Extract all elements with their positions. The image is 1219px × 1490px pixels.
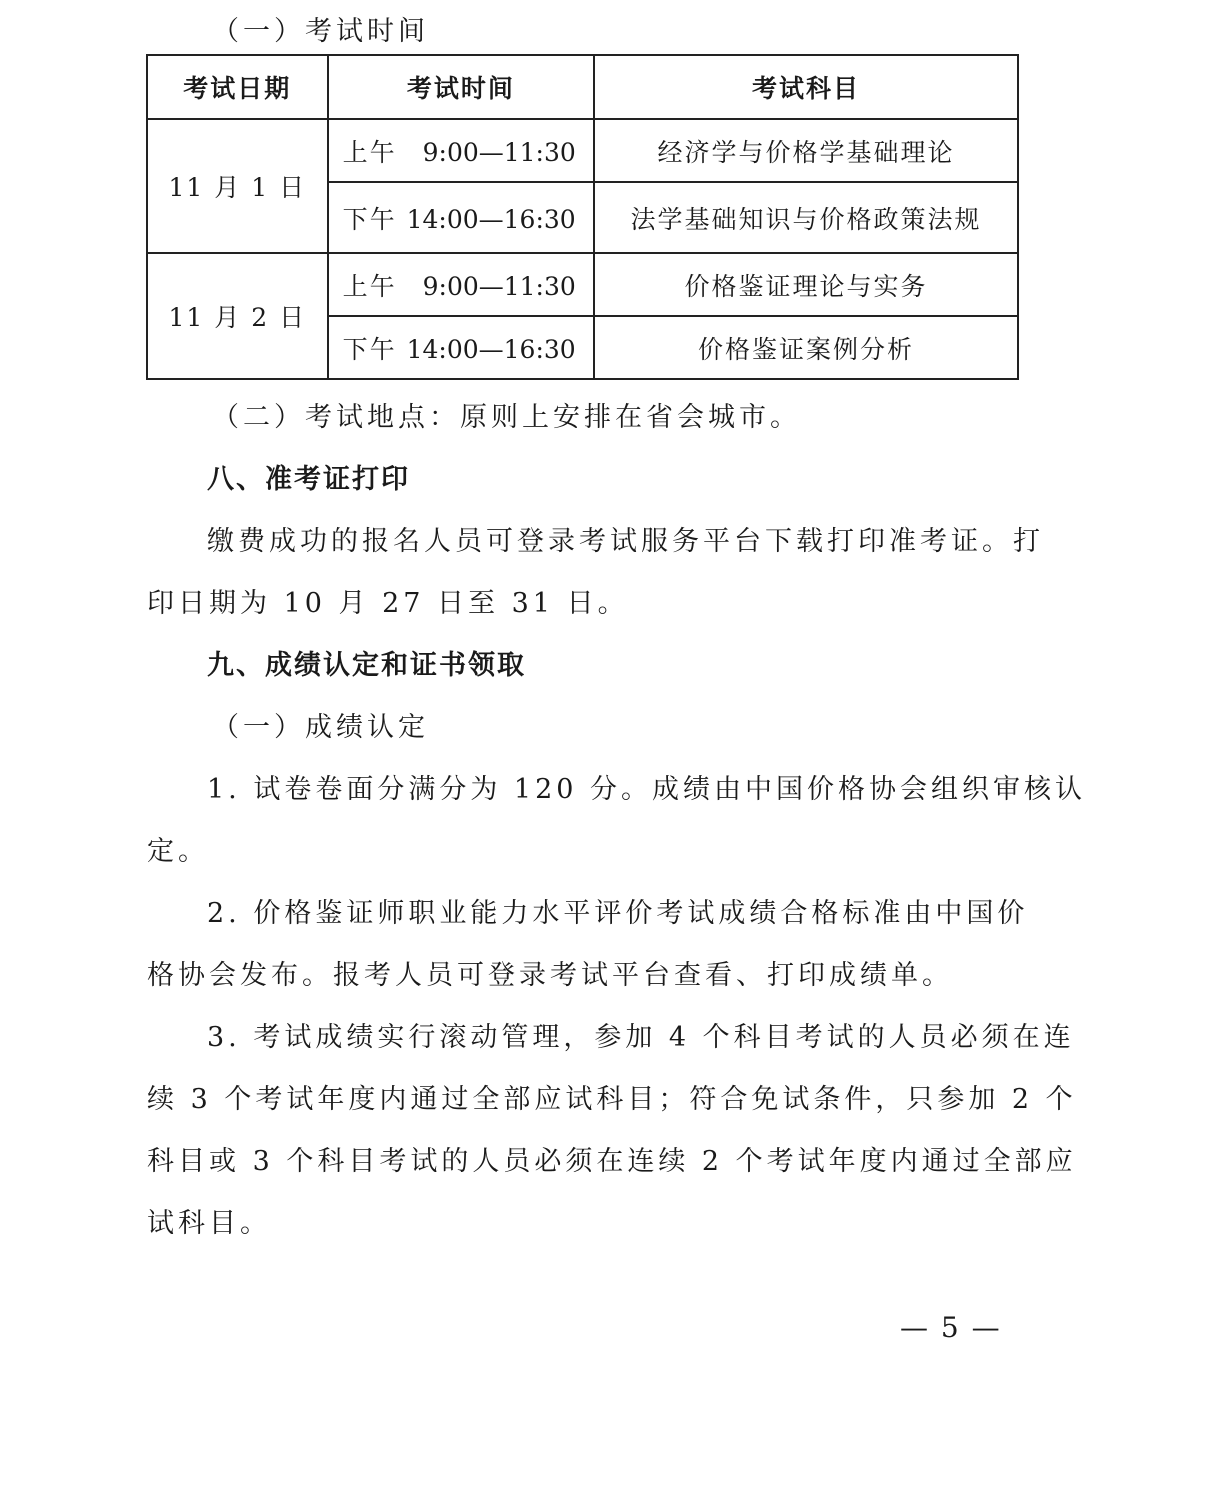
item1-line-1: 1. 试卷卷面分满分为 120 分。成绩由中国价格协会组织审核认: [207, 774, 1087, 805]
exam-subject-cell: 价格鉴证理论与实务: [594, 253, 1018, 316]
time-period: 下午: [342, 204, 397, 234]
exam-location-line: （二）考试地点：原则上安排在省会城市。: [212, 402, 801, 433]
heading-admission-ticket: 八、准考证打印: [207, 464, 410, 495]
time-period: 上午: [342, 137, 397, 167]
item3-line-4: 试科目。: [147, 1208, 271, 1239]
header-exam-subject: 考试科目: [594, 55, 1018, 119]
item2-line-1: 2. 价格鉴证师职业能力水平评价考试成绩合格标准由中国价: [207, 898, 1029, 929]
time-range: 14:00—16:30: [406, 204, 576, 234]
time-period: 下午: [342, 334, 397, 364]
table-row: [147, 253, 1018, 316]
exam-time-cell: [328, 316, 595, 379]
table-header-row: [147, 55, 1018, 119]
time-period: 上午: [342, 271, 397, 301]
table-row: [147, 119, 1018, 182]
exam-schedule-table: [146, 54, 1019, 380]
subheading-score-recognition: （一）成绩认定: [212, 712, 429, 743]
item3-line-1: 3. 考试成绩实行滚动管理，参加 4 个科目考试的人员必须在连: [207, 1022, 1075, 1053]
time-range: 14:00—16:30: [406, 334, 576, 364]
admission-paragraph-line-2: 印日期为 10 月 27 日至 31 日。: [147, 588, 629, 619]
item2-line-2: 格协会发布。报考人员可登录考试平台查看、打印成绩单。: [147, 960, 953, 991]
time-range: 9:00—11:30: [422, 271, 576, 301]
exam-time-cell: [328, 182, 595, 253]
exam-date-cell: 11 月 2 日: [147, 253, 328, 379]
heading-scores-certificates: 九、成绩认定和证书领取: [207, 650, 526, 681]
header-exam-time: 考试时间: [328, 55, 595, 119]
exam-subject-cell: 法学基础知识与价格政策法规: [594, 182, 1018, 253]
section-title-exam-time: （一）考试时间: [212, 16, 429, 47]
header-exam-date: 考试日期: [147, 55, 328, 119]
exam-date-cell: 11 月 1 日: [147, 119, 328, 253]
exam-subject-cell: 经济学与价格学基础理论: [594, 119, 1018, 182]
item3-line-3: 科目或 3 个科目考试的人员必须在连续 2 个考试年度内通过全部应: [147, 1146, 1077, 1177]
item3-line-2: 续 3 个考试年度内通过全部应试科目；符合免试条件，只参加 2 个: [147, 1084, 1077, 1115]
admission-paragraph-line-1: 缴费成功的报名人员可登录考试服务平台下载打印准考证。打: [207, 526, 1044, 557]
page-number: — 5 —: [900, 1311, 1002, 1344]
exam-subject-cell: 价格鉴证案例分析: [594, 316, 1018, 379]
item1-line-2: 定。: [147, 836, 209, 867]
time-range: 9:00—11:30: [422, 137, 576, 167]
exam-time-cell: [328, 119, 595, 182]
exam-time-cell: [328, 253, 595, 316]
